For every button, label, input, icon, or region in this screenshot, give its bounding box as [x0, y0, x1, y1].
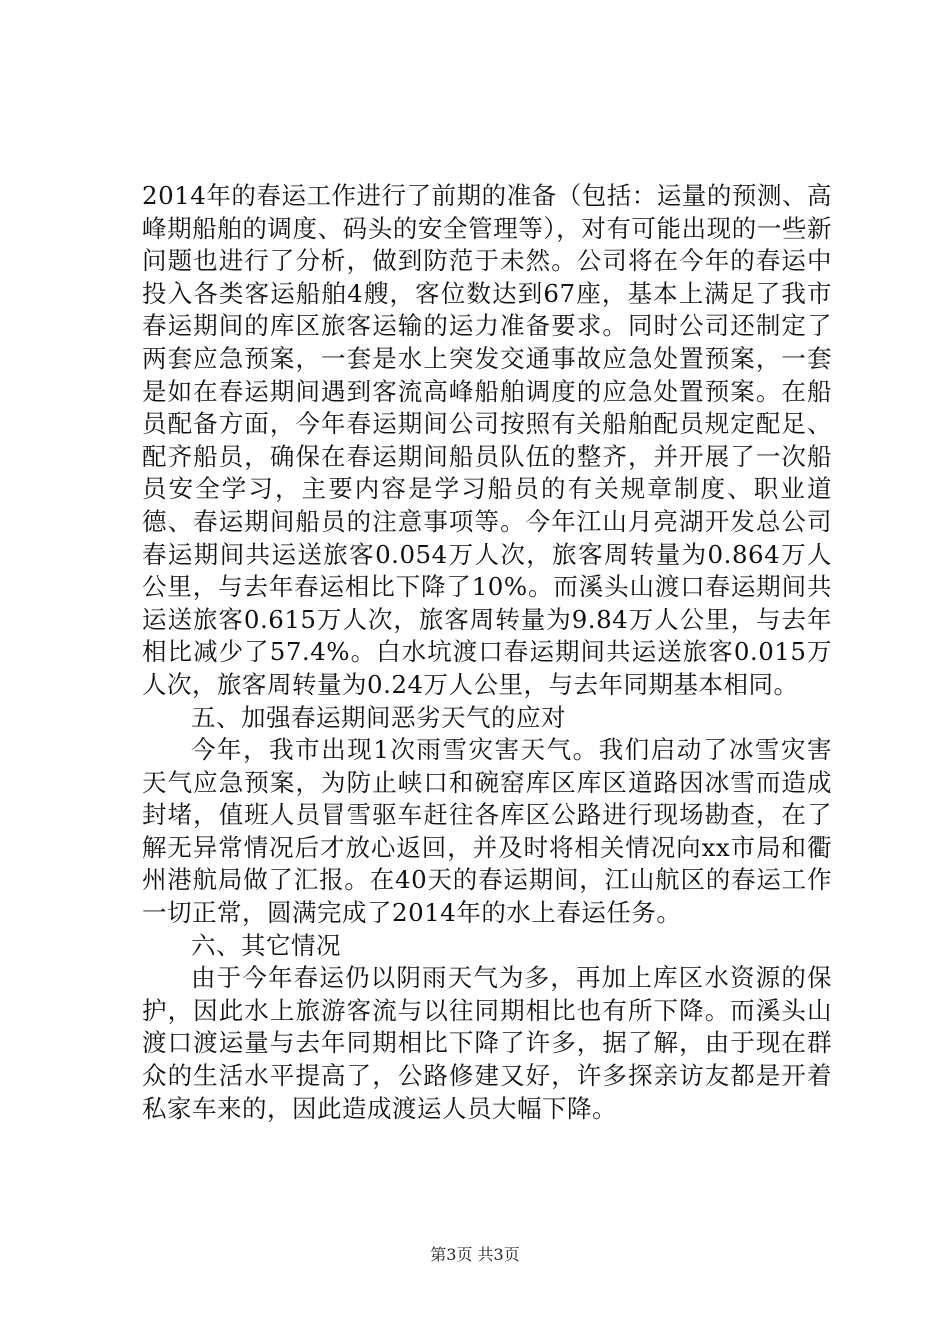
paragraph-other-situation: 由于今年春运仍以阴雨天气为多，再加上库区水资源的保护，因此水上旅游客流与以往同期相比也有所下降。而溪头山渡口渡运量与去年同期相比下降了许多，据了解，由于现在群众的生活水平提高了，公路修建又好，许多探亲访友都是开着私家车来的，因此造成渡运人员大幅下降。 — [142, 963, 832, 1123]
section-heading-other: 六、其它情况 — [191, 930, 341, 960]
paragraph-weather-response: 今年，我市出现1次雨雪灾害天气。我们启动了冰雪灾害天气应急预案，为防止峡口和碗窑库区库区道路因冰雪而造成封堵，值班人员冒雪驱车赶往各库区公路进行现场勘查，在了解无异常情况后才放心返回，并及时将相关情况向xx市局和衢州港航局做了汇报。在40天的春运期间，江山航区的春运工作一切正常，圆满完成了2014年的水上春运任务。 — [142, 735, 832, 928]
document-body — [142, 180, 832, 1125]
paragraph-transport-summary: 2014年的春运工作进行了前期的准备（包括：运量的预测、高峰期船舶的调度、码头的安全管理等），对有可能出现的一些新问题也进行了分析，做到防范于未然。公司将在今年的春运中投入各类客运船舶4艘，客位数达到67座，基本上满足了我市春运期间的库区旅客运输的运力准备要求。同时公司还制定了两套应急预案，一套是水上突发交通事故应急处置预案，一套是如在春运期间遇到客流高峰船舶调度的应急处置预案。在船员配备方面，今年春运期间公司按照有关船舶配员规定配足、配齐船员，确保在春运期间船员队伍的整齐，并开展了一次船员安全学习，主要内容是学习船员的有关规章制度、职业道德、春运期间船员的注意事项等。今年江山月亮湖开发总公司春运期间共运送旅客0.054万人次，旅客周转量为0.864万人公里，与去年春运相比下降了10%。而溪头山渡口春运期间共运送旅客0.615万人次，旅客周转量为9.84万人公里，与去年相比减少了57.4%。白水坑渡口春运期间共运送旅客0.015万人次，旅客周转量为0.24万人公里，与去年同期基本相同。 — [142, 181, 832, 699]
section-heading-weather: 五、加强春运期间恶劣天气的应对 — [191, 702, 566, 732]
page-footer: 第3页 共3页 — [430, 1245, 520, 1264]
